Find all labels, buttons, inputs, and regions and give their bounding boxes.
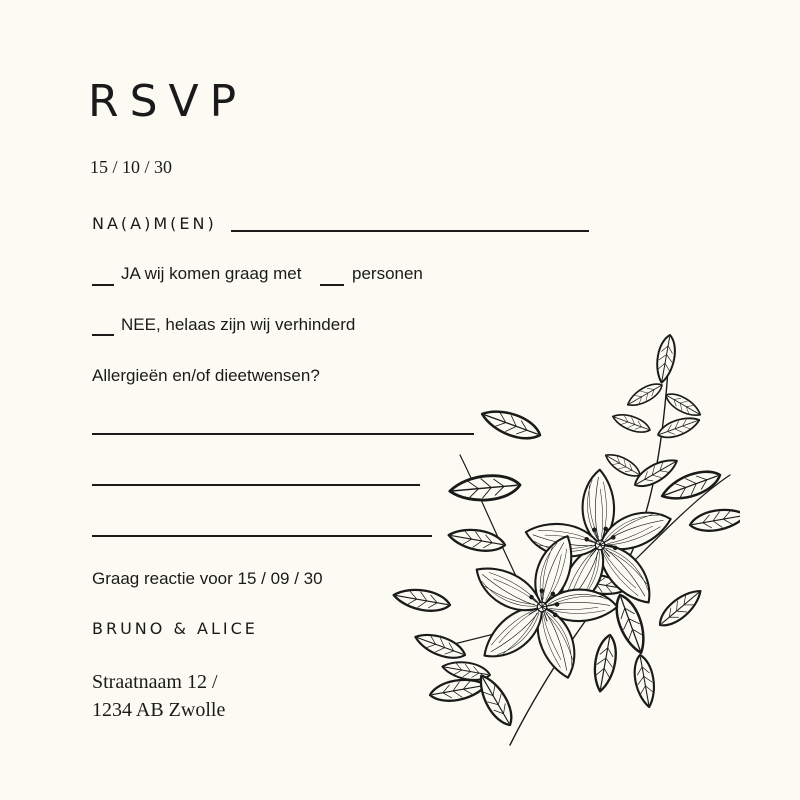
- address-line-1: Straatnaam 12 /: [92, 671, 218, 693]
- reply-by-text: Graag reactie voor 15 / 09 / 30: [92, 569, 323, 588]
- names-label: NA(A)M(EN): [92, 214, 217, 233]
- no-checkbox-line[interactable]: [92, 334, 114, 336]
- event-date: 15 / 10 / 30: [90, 157, 173, 177]
- yes-option-suffix: personen: [352, 264, 423, 283]
- names-line[interactable]: [231, 230, 589, 232]
- yes-checkbox-line[interactable]: [92, 284, 114, 286]
- allergies-question: Allergieën en/of dieetwensen?: [92, 366, 320, 385]
- no-option-text: NEE, helaas zijn wij verhinderd: [121, 315, 356, 334]
- guest-count-line[interactable]: [320, 284, 344, 286]
- rsvp-title: RSVP: [88, 76, 248, 127]
- address-line-2: 1234 AB Zwolle: [92, 699, 226, 721]
- allergies-line-3[interactable]: [92, 535, 432, 537]
- yes-option-text: JA wij komen graag met: [121, 264, 302, 283]
- floral-illustration-icon: [390, 325, 740, 765]
- address: [92, 668, 225, 724]
- allergies-line-2[interactable]: [92, 484, 420, 486]
- couple-names: BRUNO & ALICE: [92, 619, 258, 638]
